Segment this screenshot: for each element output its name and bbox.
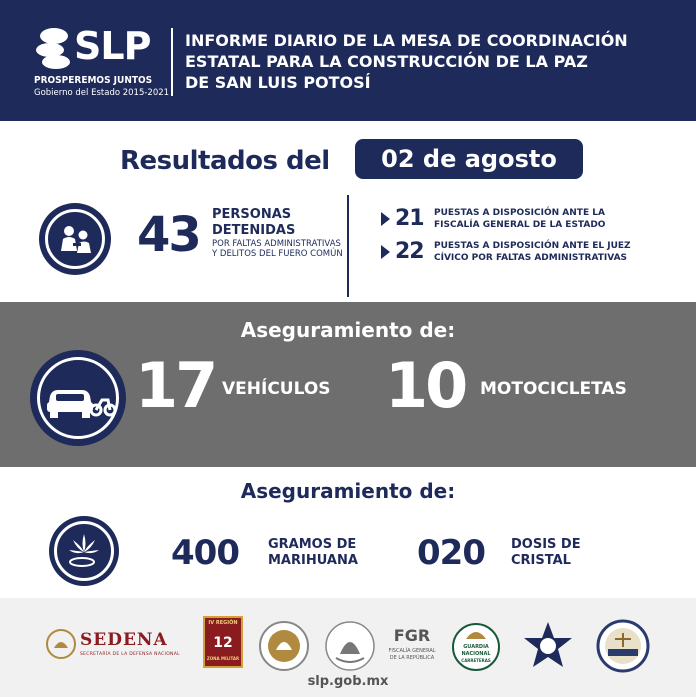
crystal-count: 020 — [417, 533, 485, 573]
badge-number: 12 — [213, 635, 233, 651]
judge-count: 22 — [395, 239, 424, 264]
arrow-right-icon — [381, 245, 390, 259]
report-title-line-2: ESTATAL PARA LA CONSTRUCCIÓN DE LA PAZ — [185, 52, 588, 71]
slp-emblem-icon — [34, 26, 74, 70]
logo-subline: Gobierno del Estado 2015-2021 — [34, 88, 170, 98]
gn-line-2: NACIONAL — [461, 651, 491, 657]
report-title-line-3: DE SAN LUIS POTOSÍ — [185, 73, 371, 92]
zona-militar-badge — [203, 616, 243, 668]
results-label: Resultados del — [120, 146, 330, 176]
motorcycles-label: MOTOCICLETAS — [480, 379, 627, 399]
judge-line-2: CÍVICO POR FALTAS ADMINISTRATIVAS — [434, 253, 628, 263]
fgr-text: FGR — [393, 626, 431, 645]
vehicles-count: 17 — [135, 349, 216, 422]
sedena-logo-text: SEDENA — [80, 630, 168, 650]
sedena-subtitle: SECRETARÍA DE LA DEFENSA NACIONAL — [80, 652, 180, 657]
drugs-icon — [49, 516, 119, 586]
mexico-eagle-seal-icon — [45, 628, 77, 660]
gn-line-1: GUARDIA — [463, 644, 489, 650]
vehicles-section-title: Aseguramiento de: — [240, 318, 456, 342]
detained-title-line-1: PERSONAS — [212, 207, 292, 222]
badge-region: IV REGIÓN — [208, 620, 238, 626]
badge-zone: ZONA MILITAR — [206, 656, 240, 661]
gn-line-3: CARRETERAS — [461, 658, 491, 663]
judge-text — [434, 240, 674, 264]
judge-line-1: PUESTAS A DISPOSICIÓN ANTE EL JUEZ — [434, 241, 631, 251]
logo-text: SLP — [74, 24, 151, 68]
results-date: 02 de agosto — [355, 139, 583, 179]
justice-seal-icon — [596, 619, 650, 673]
crystal-label-line-2: CRISTAL — [511, 553, 571, 568]
detained-sub-line-2: Y DELITOS DEL FUERO COMÚN — [212, 249, 343, 259]
website-url[interactable]: slp.gob.mx — [307, 674, 389, 689]
logo-tagline: PROSPEREMOS JUNTOS — [34, 75, 153, 86]
marijuana-label — [268, 537, 358, 569]
detained-title-line-2: DETENIDAS — [212, 223, 296, 238]
report-title — [185, 30, 685, 93]
vehicles-label: VEHÍCULOS — [222, 379, 331, 399]
police-star-badge-icon — [522, 620, 574, 672]
fgr-sub-2: DE LA REPÚBLICA — [389, 655, 435, 661]
slp-logo — [34, 24, 170, 104]
header-divider — [171, 28, 173, 96]
report-title-line-1: INFORME DIARIO DE LA MESA DE COORDINACIÓN — [185, 31, 628, 50]
fgr-sub-1: FISCALÍA GENERAL — [388, 648, 436, 654]
prosecutor-text — [434, 207, 674, 231]
prosecutor-count: 21 — [395, 206, 424, 231]
guardia-nacional-seal-icon — [258, 620, 310, 672]
fgr-logo — [382, 624, 442, 668]
eagle-icon — [466, 629, 486, 643]
detained-sub-line-1: POR FALTAS ADMINISTRATIVAS — [212, 239, 341, 249]
car-motorcycle-icon — [30, 350, 126, 446]
detained-subtitle — [212, 239, 352, 259]
crystal-label — [511, 537, 581, 569]
prosecutor-line-1: PUESTAS A DISPOSICIÓN ANTE LA — [434, 208, 605, 218]
marijuana-label-line-2: MARIHUANA — [268, 553, 358, 568]
motorcycles-count: 10 — [385, 349, 466, 422]
detained-count: 43 — [137, 207, 200, 263]
marijuana-label-line-1: GRAMOS DE — [268, 537, 357, 552]
prosecutor-line-2: FISCALÍA GENERAL DE LA ESTADO — [434, 220, 606, 230]
crystal-label-line-1: DOSIS DE — [511, 537, 581, 552]
drugs-section-title: Aseguramiento de: — [240, 479, 456, 503]
national-coat-of-arms-icon — [324, 620, 376, 672]
detained-title — [212, 207, 295, 239]
marijuana-count: 400 — [171, 533, 239, 573]
results-divider — [347, 195, 349, 297]
arrow-right-icon — [381, 212, 390, 226]
arrest-icon — [39, 203, 111, 275]
guardia-nacional-carreteras-logo — [452, 623, 500, 671]
